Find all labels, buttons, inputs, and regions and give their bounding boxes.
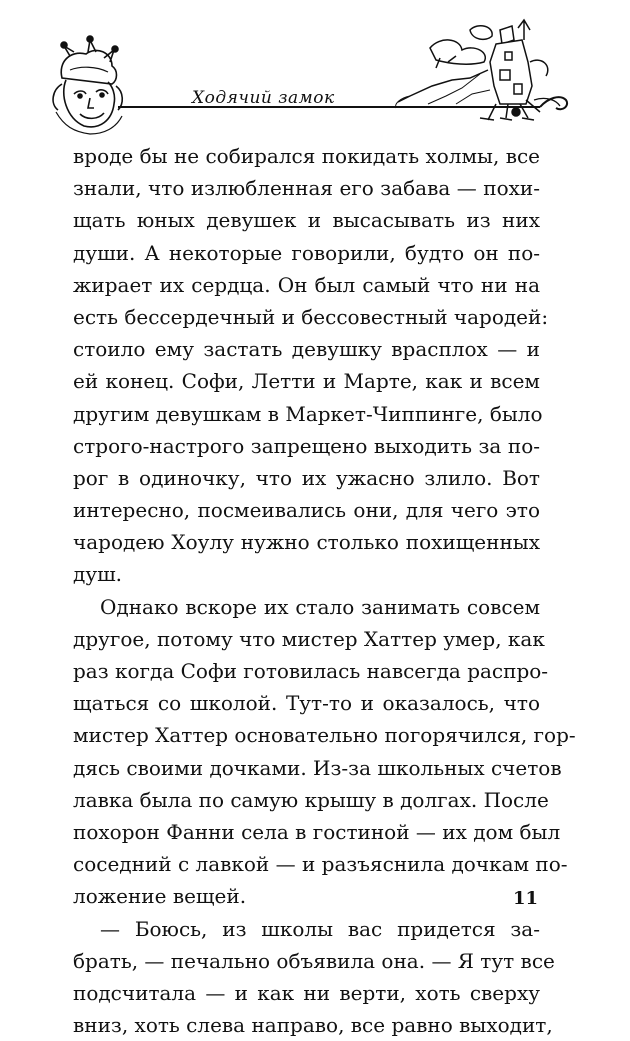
text-line: строго-настрого запрещено выходить за по-: [73, 433, 540, 458]
text-line: другое, потому что мистер Хаттер умер, как: [73, 626, 545, 651]
text-line: вниз, хоть слева направо, все равно выходит,: [73, 1013, 553, 1038]
text-line: лавка была по самую крышу в долгах. После: [73, 787, 549, 812]
text-line: другим девушкам в Маркет-Чиппинге, было: [73, 401, 543, 426]
page-header: [0, 0, 630, 140]
text-line: чародею Хоулу нужно столько похищенных: [73, 530, 540, 555]
body-text: [73, 140, 576, 1041]
running-title: Ходячий замок: [192, 88, 335, 108]
text-line: вроде бы не собирался покидать холмы, все: [73, 144, 540, 168]
text-line: щаться со школой. Тут-то и оказалось, что: [73, 691, 540, 716]
text-line: знали, что излюбленная его забава — похи-: [73, 176, 540, 201]
text-line: Однако вскоре их стало занимать совсем: [100, 594, 540, 619]
text-line: жирает их сердца. Он был самый что ни на: [73, 272, 540, 297]
header-ornament: [0, 0, 630, 140]
text-line: интересно, посмеивались они, для чего это: [73, 498, 540, 523]
walking-castle-illustration: [396, 20, 560, 120]
text-line: раз когда Софи готовилась навсегда распро-: [73, 659, 549, 683]
text-line: брать, — печально объявила она. — Я тут все: [73, 948, 555, 973]
text-line: ей конец. Софи, Летти и Марте, как и всем: [73, 369, 540, 394]
text-line: ложение вещей.: [73, 884, 247, 909]
text-line: — Боюсь, из школы вас придется за-: [100, 916, 540, 941]
text-line: душ.: [73, 562, 123, 587]
text-line: соседний с лавкой — и разъяснила дочкам по-: [73, 852, 568, 877]
text-line: есть бессердечный и бессовестный чародей:: [73, 304, 549, 329]
text-line: мистер Хаттер основательно погорячился, гор-: [73, 723, 576, 748]
text-line: рог в одиночку, что их ужасно злило. Вот: [73, 465, 540, 490]
jester-face-illustration: [53, 36, 122, 134]
text-line: стоило ему застать девушку врасплох — и: [73, 337, 540, 362]
text-line: дясь своими дочками. Из-за школьных счетов: [73, 755, 562, 780]
page-number: 11: [512, 888, 538, 909]
text-line: подсчитала — и как ни верти, хоть сверху: [73, 980, 540, 1005]
text-line: похорон Фанни села в гостиной — их дом был: [73, 819, 561, 844]
text-line: души. А некоторые говорили, будто он по-: [73, 240, 540, 265]
text-line: щать юных девушек и высасывать из них: [73, 208, 540, 233]
